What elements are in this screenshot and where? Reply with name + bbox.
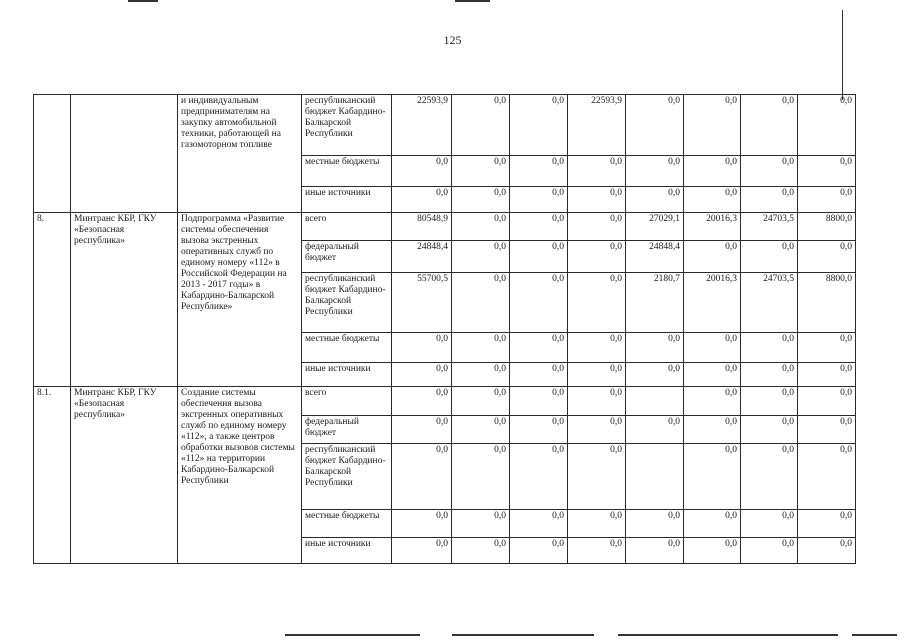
value-cell: 0,0: [452, 538, 510, 564]
value-cell: 0,0: [510, 187, 568, 213]
value-cell: 0,0: [452, 187, 510, 213]
value-cell: 0,0: [510, 273, 568, 333]
table-body: [34, 95, 856, 564]
row-index: [34, 95, 71, 213]
value-cell: 0,0: [798, 416, 856, 444]
value-cell: 0,0: [798, 538, 856, 564]
value-cell: 0,0: [510, 416, 568, 444]
value-cell: 0,0: [568, 510, 626, 538]
value-cell: 0,0: [684, 156, 741, 187]
funding-source-cell: федеральный бюджет: [302, 416, 392, 444]
value-cell: 0,0: [684, 387, 741, 416]
value-cell: 0,0: [626, 187, 684, 213]
page-number: 125: [443, 33, 462, 47]
value-cell: 0,0: [452, 444, 510, 510]
value-cell: 0,0: [684, 241, 741, 273]
value-cell: 0,0: [741, 333, 798, 363]
value-cell: 0,0: [741, 538, 798, 564]
value-cell: 0,0: [568, 387, 626, 416]
value-cell: 0,0: [392, 156, 452, 187]
value-cell: 0,0: [452, 333, 510, 363]
value-cell: 0,0: [510, 95, 568, 156]
program-name-cell: и индивидуальным предпринимателям на закупку автомобильной техники, работающей на газомоторном топливе: [178, 95, 302, 213]
value-cell: 0,0: [452, 416, 510, 444]
scan-mark-bottom-1: [285, 634, 420, 636]
value-cell: 0,0: [510, 213, 568, 241]
value-cell: 8800,0: [798, 213, 856, 241]
value-cell: 0,0: [568, 241, 626, 273]
value-cell: 0,0: [798, 156, 856, 187]
value-cell: 0,0: [568, 363, 626, 387]
funding-source-cell: местные бюджеты: [302, 156, 392, 187]
value-cell: 0,0: [392, 510, 452, 538]
value-cell: 0,0: [798, 363, 856, 387]
value-cell: 0,0: [684, 538, 741, 564]
value-cell: [626, 387, 684, 416]
row-index: 8.: [34, 213, 71, 387]
value-cell: 0,0: [568, 333, 626, 363]
value-cell: 0,0: [741, 156, 798, 187]
value-cell: 0,0: [392, 363, 452, 387]
value-cell: 2180,7: [626, 273, 684, 333]
value-cell: 24703,5: [741, 213, 798, 241]
value-cell: 0,0: [510, 241, 568, 273]
funding-source-cell: республиканский бюджет Кабардино-Балкарской Республики: [302, 95, 392, 156]
executor-cell: Минтранс КБР, ГКУ «Безопасная республика»: [71, 387, 178, 564]
value-cell: 24848,4: [626, 241, 684, 273]
value-cell: 0,0: [684, 95, 741, 156]
value-cell: 0,0: [452, 387, 510, 416]
value-cell: 0,0: [741, 187, 798, 213]
row-index: 8.1.: [34, 387, 71, 564]
value-cell: 0,0: [626, 95, 684, 156]
scan-mark-right-vertical: [842, 10, 843, 100]
value-cell: 0,0: [568, 273, 626, 333]
value-cell: 0,0: [510, 363, 568, 387]
value-cell: 0,0: [568, 538, 626, 564]
funding-source-cell: иные источники: [302, 363, 392, 387]
value-cell: 0,0: [392, 416, 452, 444]
value-cell: 55700,5: [392, 273, 452, 333]
funding-source-cell: всего: [302, 213, 392, 241]
value-cell: 0,0: [510, 156, 568, 187]
value-cell: 0,0: [798, 444, 856, 510]
value-cell: 0,0: [510, 538, 568, 564]
program-name-cell: Создание системы обеспечения вызова экстренных оперативных служб по единому номеру «112», а также центров обработки вызовов системы «112» на территории Кабардино-Балкарской Республики: [178, 387, 302, 564]
value-cell: 22593,9: [392, 95, 452, 156]
value-cell: 0,0: [392, 387, 452, 416]
value-cell: 0,0: [452, 241, 510, 273]
value-cell: 0,0: [741, 363, 798, 387]
program-name-cell: Подпрограмма «Развитие системы обеспечения вызова экстренных оперативных служб по единому номеру «112» в Российской Федерации на 2013 - 2017 годы» в Кабардино-Балкарской Республике»: [178, 213, 302, 387]
value-cell: 0,0: [798, 333, 856, 363]
value-cell: 0,0: [452, 510, 510, 538]
value-cell: 0,0: [568, 416, 626, 444]
value-cell: 0,0: [392, 538, 452, 564]
funding-source-cell: федеральный бюджет: [302, 241, 392, 273]
value-cell: 0,0: [741, 387, 798, 416]
budget-table: [33, 94, 856, 564]
value-cell: 8800,0: [798, 273, 856, 333]
value-cell: 27029,1: [626, 213, 684, 241]
value-cell: 0,0: [452, 156, 510, 187]
funding-source-cell: иные источники: [302, 187, 392, 213]
value-cell: 0,0: [684, 510, 741, 538]
value-cell: 0,0: [510, 444, 568, 510]
table-row: [34, 95, 856, 156]
value-cell: 0,0: [798, 387, 856, 416]
value-cell: 0,0: [741, 416, 798, 444]
funding-source-cell: местные бюджеты: [302, 333, 392, 363]
funding-source-cell: республиканский бюджет Кабардино-Балкарской Республики: [302, 273, 392, 333]
value-cell: 22593,9: [568, 95, 626, 156]
value-cell: 0,0: [684, 444, 741, 510]
funding-source-cell: местные бюджеты: [302, 510, 392, 538]
value-cell: 0,0: [510, 510, 568, 538]
value-cell: 0,0: [452, 273, 510, 333]
value-cell: 80548,9: [392, 213, 452, 241]
value-cell: 0,0: [510, 387, 568, 416]
value-cell: 0,0: [626, 416, 684, 444]
table-row: [34, 387, 856, 416]
value-cell: 24703,5: [741, 273, 798, 333]
value-cell: 0,0: [452, 363, 510, 387]
value-cell: 0,0: [626, 156, 684, 187]
funding-source-cell: всего: [302, 387, 392, 416]
value-cell: 0,0: [798, 95, 856, 156]
value-cell: 0,0: [741, 510, 798, 538]
value-cell: 0,0: [741, 95, 798, 156]
scan-mark-top-center: [455, 0, 490, 2]
value-cell: 0,0: [798, 241, 856, 273]
scan-mark-bottom-2: [452, 634, 594, 636]
value-cell: [626, 444, 684, 510]
value-cell: 0,0: [741, 241, 798, 273]
value-cell: 0,0: [568, 187, 626, 213]
value-cell: 0,0: [798, 510, 856, 538]
value-cell: 0,0: [392, 187, 452, 213]
table-row: [34, 213, 856, 241]
value-cell: 0,0: [626, 333, 684, 363]
value-cell: 0,0: [510, 333, 568, 363]
value-cell: 20016,3: [684, 213, 741, 241]
value-cell: 0,0: [568, 213, 626, 241]
value-cell: 0,0: [684, 333, 741, 363]
value-cell: 0,0: [452, 95, 510, 156]
value-cell: 0,0: [568, 156, 626, 187]
value-cell: 0,0: [392, 444, 452, 510]
executor-cell: [71, 95, 178, 213]
value-cell: 0,0: [684, 416, 741, 444]
value-cell: 0,0: [392, 333, 452, 363]
value-cell: 0,0: [626, 510, 684, 538]
funding-source-cell: республиканский бюджет Кабардино-Балкарской Республики: [302, 444, 392, 510]
value-cell: 20016,3: [684, 273, 741, 333]
value-cell: 0,0: [684, 363, 741, 387]
value-cell: 0,0: [626, 363, 684, 387]
value-cell: 0,0: [626, 538, 684, 564]
value-cell: 0,0: [798, 187, 856, 213]
value-cell: 0,0: [568, 444, 626, 510]
funding-source-cell: иные источники: [302, 538, 392, 564]
scan-mark-top-left: [128, 0, 158, 2]
value-cell: 24848,4: [392, 241, 452, 273]
value-cell: 0,0: [452, 213, 510, 241]
scan-mark-bottom-4: [852, 634, 897, 636]
executor-cell: Минтранс КБР, ГКУ «Безопасная республика»: [71, 213, 178, 387]
scan-mark-bottom-3: [618, 634, 838, 636]
value-cell: 0,0: [684, 187, 741, 213]
value-cell: 0,0: [741, 444, 798, 510]
